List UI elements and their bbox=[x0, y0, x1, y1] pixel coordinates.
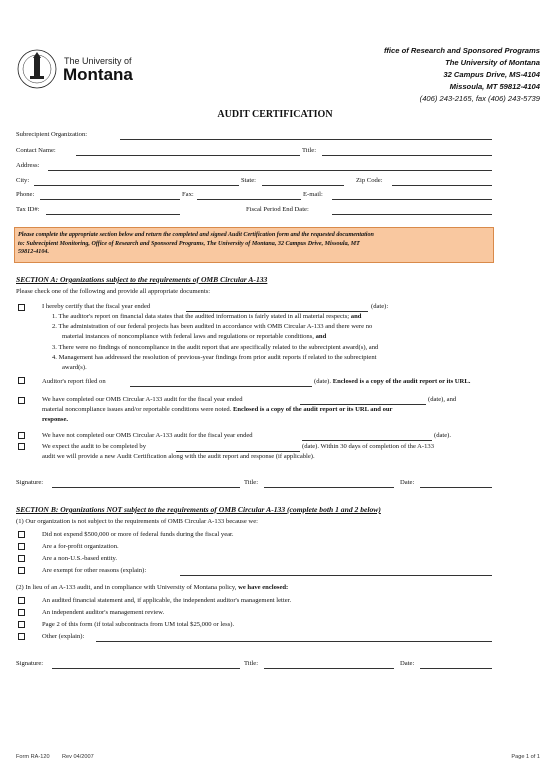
opt3-bold: Enclosed is a copy of the audit report or its URL and our bbox=[232, 406, 393, 413]
p2-d-explain-field[interactable] bbox=[96, 641, 492, 642]
notice-line1: Please complete the appropriate section below and return the completed and signed Audit Certification form and the requested documentation bbox=[18, 232, 374, 238]
sig-a-field[interactable] bbox=[52, 487, 240, 488]
contact-field[interactable] bbox=[76, 155, 300, 156]
zip-label: Zip Code: bbox=[356, 177, 383, 184]
p2-a-text: An audited financial statement and, if applicable, the independent auditor's management letter. bbox=[42, 597, 292, 604]
notice-line2: to: Subrecipient Monitoring, Office of Research and Sponsored Programs, The University of Montana, 32 Campus Drive, Missoula, MT bbox=[18, 240, 360, 247]
p2-b-text: An independent auditor's management review. bbox=[42, 609, 165, 616]
address-label: Address: bbox=[16, 162, 40, 169]
subrecipient-field[interactable] bbox=[120, 139, 492, 140]
list-item-2a: 2. The administration of our federal projects has been audited in accordance with OMB Circular A-133 and there were no bbox=[52, 323, 373, 330]
opt2-date-field[interactable] bbox=[130, 386, 312, 387]
org-line1: ffice of Research and Sponsored Programs bbox=[384, 46, 540, 55]
logo-line2: Montana bbox=[63, 65, 133, 84]
sig-b-title-label: Title: bbox=[244, 660, 259, 667]
part2-bold: we have enclosed: bbox=[238, 584, 289, 591]
opt4-date-field[interactable] bbox=[302, 440, 432, 441]
opt3-bold2: response. bbox=[42, 416, 69, 423]
opt2-checkbox[interactable] bbox=[18, 377, 25, 384]
opt3-text: We have completed our OMB Circular A-133 audit for the fiscal year ended bbox=[42, 396, 243, 403]
notice-line3: 59812-4104. bbox=[18, 249, 49, 255]
seal-icon bbox=[16, 48, 58, 90]
list-item-4b: award(s). bbox=[62, 364, 87, 371]
opt3-date-field[interactable] bbox=[300, 404, 426, 405]
list-item-1-and: and bbox=[350, 313, 362, 320]
p1-c-text: Are a non-U.S.-based entity. bbox=[42, 555, 118, 562]
sig-b-label: Signature: bbox=[16, 660, 44, 667]
sig-b-date-label: Date: bbox=[400, 660, 415, 667]
opt5-date-field[interactable] bbox=[176, 451, 300, 452]
opt1-date-label: (date): bbox=[371, 303, 389, 310]
opt4-checkbox[interactable] bbox=[18, 432, 25, 439]
p1-b-text: Are a for-profit organization. bbox=[42, 543, 119, 550]
opt2-date-label: (date). bbox=[314, 378, 332, 385]
opt3-line2 bbox=[42, 406, 392, 413]
notice-box bbox=[14, 227, 494, 263]
list-item-2b bbox=[62, 333, 326, 340]
list-item-1 bbox=[52, 313, 361, 320]
section-b-part2 bbox=[16, 584, 288, 591]
p1-d-text: Are exempt for other reasons (explain): bbox=[42, 567, 147, 574]
p2-a-checkbox[interactable] bbox=[18, 597, 25, 604]
p2-c-checkbox[interactable] bbox=[18, 621, 25, 628]
p2-b-checkbox[interactable] bbox=[18, 609, 25, 616]
fiscal-label: Fiscal Period End Date: bbox=[246, 206, 309, 213]
university-logo bbox=[16, 48, 136, 90]
taxid-field[interactable] bbox=[46, 214, 180, 215]
p1-a-checkbox[interactable] bbox=[18, 531, 25, 538]
section-a-title: SECTION A: Organizations subject to the requirements of OMB Circular A-133 bbox=[16, 275, 268, 284]
opt2-tail bbox=[314, 378, 470, 385]
fax-field[interactable] bbox=[197, 199, 301, 200]
org-line2: The University of Montana bbox=[445, 58, 540, 67]
fiscal-field[interactable] bbox=[332, 214, 492, 215]
sig-b-title-field[interactable] bbox=[264, 668, 394, 669]
title-field[interactable] bbox=[322, 155, 492, 156]
org-line3: 32 Campus Drive, MS-4104 bbox=[443, 70, 540, 79]
sig-a-title-label: Title: bbox=[244, 479, 259, 486]
opt5-line2: audit we will provide a new Audit Certification along with the audit report and response (if applicable). bbox=[42, 453, 315, 460]
city-field[interactable] bbox=[34, 185, 239, 186]
sig-b-date-field[interactable] bbox=[420, 668, 492, 669]
p1-d-explain-field[interactable] bbox=[180, 575, 492, 576]
opt2-bold: Enclosed is a copy of the audit report or its URL. bbox=[332, 378, 471, 385]
opt3-line2-text: material noncompliance issues and/or reportable conditions were noted. bbox=[42, 406, 232, 413]
taxid-label: Tax ID#: bbox=[16, 206, 40, 213]
sig-a-date-field[interactable] bbox=[420, 487, 492, 488]
city-label: City: bbox=[16, 177, 30, 184]
list-item-2b-text: material instances of noncompliance with federal laws and regulations or reportable conditions, bbox=[62, 333, 314, 340]
opt5-tail: (date). Within 30 days of completion of the A-133 bbox=[302, 443, 435, 450]
footer-page: Page 1 of 1 bbox=[511, 754, 540, 760]
section-a-intro: Please check one of the following and provide all appropriate documents: bbox=[16, 288, 211, 295]
phone-label: Phone: bbox=[16, 191, 35, 198]
sig-a-label: Signature: bbox=[16, 479, 44, 486]
list-item-2b-and: and bbox=[315, 333, 327, 340]
sig-a-date-label: Date: bbox=[400, 479, 415, 486]
list-item-1-text: 1. The auditor's report on financial data states that the audited information is fairly stated in all material respects; bbox=[52, 313, 350, 320]
address-field[interactable] bbox=[48, 170, 492, 171]
state-field[interactable] bbox=[262, 185, 344, 186]
org-line5: (406) 243-2165, fax (406) 243-5739 bbox=[419, 94, 540, 103]
state-label: State: bbox=[241, 177, 257, 184]
p1-c-checkbox[interactable] bbox=[18, 555, 25, 562]
opt5-checkbox[interactable] bbox=[18, 443, 25, 450]
email-label: E-mail: bbox=[303, 191, 323, 198]
phone-field[interactable] bbox=[40, 199, 180, 200]
opt3-date-label: (date), and bbox=[428, 396, 457, 403]
opt4-date-label: (date). bbox=[434, 432, 452, 439]
org-line4: Missoula, MT 59812-4104 bbox=[449, 82, 540, 91]
p2-d-checkbox[interactable] bbox=[18, 633, 25, 640]
opt1-date-field[interactable] bbox=[186, 311, 368, 312]
list-item-3: 3. There were no findings of noncompliance in the audit report that are specifically related to the subrecipient award(s), and bbox=[52, 344, 379, 351]
p1-a-text: Did not expend $500,000 or more of federal funds during the fiscal year. bbox=[42, 531, 234, 538]
part2-text: (2) In lieu of an A-133 audit, and in compliance with University of Montana policy, bbox=[16, 584, 237, 591]
p2-d-text: Other (explain): bbox=[42, 633, 85, 640]
footer-form-id: Form RA-120 bbox=[16, 754, 50, 760]
fax-label: Fax: bbox=[182, 191, 194, 198]
title-label: Title: bbox=[302, 147, 317, 154]
opt4-text: We have not completed our OMB Circular A-133 audit for the fiscal year ended bbox=[42, 432, 253, 439]
footer-rev: Rev 04/2007 bbox=[62, 754, 94, 760]
p2-c-text: Page 2 of this form (if total subcontracts from UM total $25,000 or less). bbox=[42, 621, 235, 628]
zip-field[interactable] bbox=[392, 185, 492, 186]
sig-a-title-field[interactable] bbox=[264, 487, 394, 488]
opt2-text: Auditor's report filed on bbox=[42, 378, 106, 385]
contact-label: Contact Name: bbox=[16, 147, 56, 154]
opt1-text: I hereby certify that the fiscal year ended bbox=[42, 303, 151, 310]
opt1-checkbox[interactable] bbox=[18, 304, 25, 311]
page-title: AUDIT CERTIFICATION bbox=[217, 109, 333, 120]
subrecipient-label: Subrecipient Organization: bbox=[16, 131, 88, 138]
p1-d-checkbox[interactable] bbox=[18, 567, 25, 574]
logo-line1: The University of bbox=[64, 56, 132, 66]
sig-b-field[interactable] bbox=[52, 668, 240, 669]
p1-b-checkbox[interactable] bbox=[18, 543, 25, 550]
list-item-4a: 4. Management has addressed the resolution of previous-year findings from prior audit reports if related to the subrecipient bbox=[52, 354, 377, 361]
email-field[interactable] bbox=[332, 199, 492, 200]
opt3-checkbox[interactable] bbox=[18, 397, 25, 404]
opt5-text: We expect the audit to be completed by bbox=[42, 443, 147, 450]
section-b-title: SECTION B: Organizations NOT subject to the requirements of OMB Circular A-133 (complete both 1 and 2 below) bbox=[16, 505, 381, 514]
section-b-part1: (1) Our organization is not subject to the requirements of OMB Circular A-133 because we: bbox=[16, 518, 258, 525]
